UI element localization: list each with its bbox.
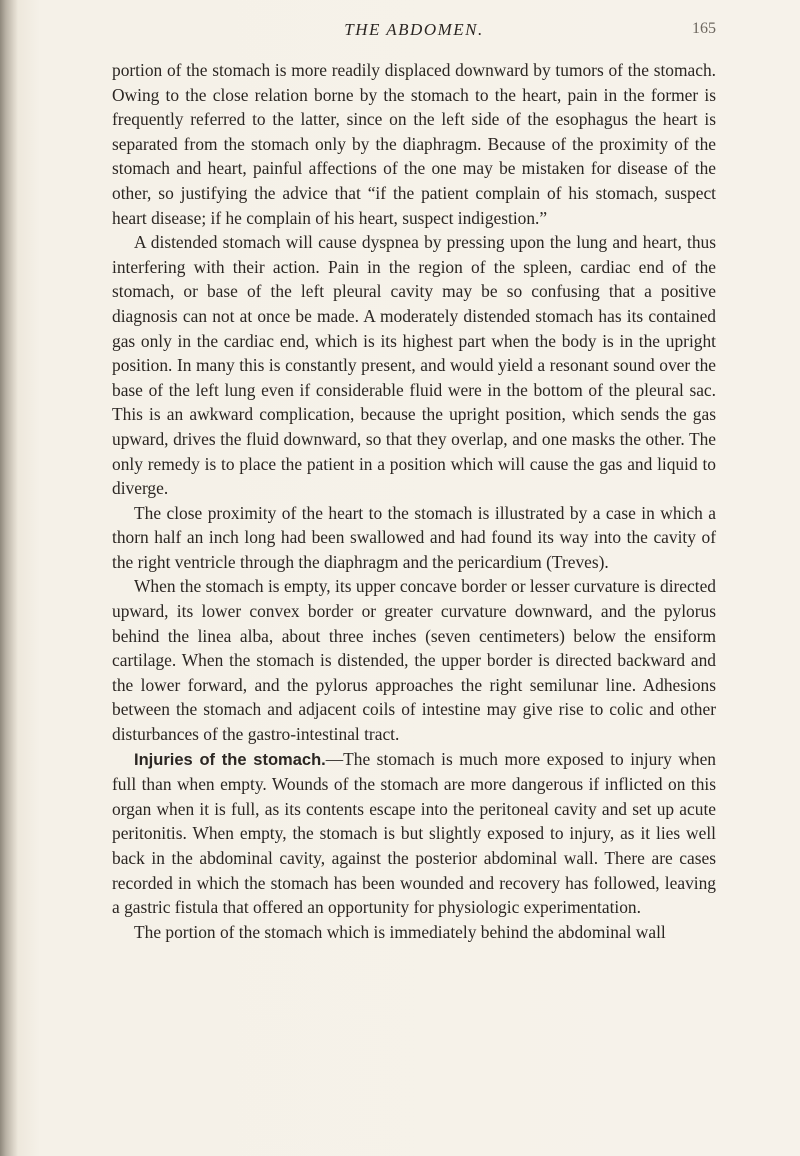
body-text: [112, 58, 716, 944]
paragraph: [112, 501, 716, 575]
running-title: THE ABDOMEN.: [344, 20, 484, 39]
paragraph-text: The portion of the stomach which is immediately behind the abdominal wall: [134, 921, 666, 942]
paragraph-text: A distended stomach will cause dyspnea by pressing upon the lung and heart, thus interfering with their action. Pain in the region of the spleen, cardiac end of the stomach, or base of the left pleural cavity may be so confusing that a positive diagnosis can not at once be made. A moderately distended stomach has its contained gas only in the cardiac end, which is its highest part when the body is in the upright position. In many this is constantly present, and would yield a resonant sound over the base of the left lung even if considerable fluid were in the bottom of the pleural sac. This is an awkward complication, because the upright position, which sends the gas upward, drives the fluid downward, so that they overlap, and one masks the other. The only remedy is to place the patient in a position which will cause the gas and liquid to diverge.: [112, 232, 716, 499]
paragraph-text: —The stomach is much more exposed to injury when full than when empty. Wounds of the stomach are more dangerous if inflicted on this organ when it is full, as its contents escape into the peritoneal cavity and set up acute peritonitis. When empty, the stomach is but slightly exposed to injury, as it lies well back in the abdominal cavity, against the posterior abdominal wall. There are cases recorded in which the stomach has been wounded and recovery has followed, leaving a gastric fistula that offered an opportunity for physiologic experimentation.: [112, 748, 716, 918]
paragraph-text: portion of the stomach is more readily displaced downward by tumors of the stomach. Owing to the close relation borne by the stomach to the heart, pain in the former is frequently referred to the latter, since on the left side of the esophagus the heart is separated from the stomach only by the diaphragm. Because of the proximity of the stomach and heart, painful affections of the one may be mistaken for disease of the other, so justifying the advice that “if the patient complain of his stomach, suspect heart disease; if he complain of his heart, suspect indigestion.”: [112, 60, 716, 228]
page-header: [112, 20, 716, 50]
section-heading: Injuries of the stomach.: [134, 750, 326, 769]
paragraph-continued: [112, 58, 716, 230]
paragraph: [112, 574, 716, 746]
paragraph-text: When the stomach is empty, its upper concave border or lesser curvature is directed upward, its lower convex border or greater curvature downward, and the pylorus behind the linea alba, about three inches (seven centimeters) below the ensiform cartilage. When the stomach is distended, the upper border is directed backward and the lower forward, and the pylorus approaches the right semilunar line. Adhesions between the stomach and adjacent coils of intestine may give rise to colic and other disturbances of the gastro-intestinal tract.: [112, 576, 716, 745]
page-binding-shadow: [0, 0, 18, 1156]
paragraph-text: The close proximity of the heart to the stomach is illustrated by a case in which a thorn half an inch long had been swallowed and had found its way into the cavity of the right ventricle through the diaphragm and the pericardium (Treves).: [112, 502, 716, 572]
paragraph: [112, 230, 716, 501]
paragraph: [112, 920, 716, 945]
paragraph-with-heading: [112, 747, 716, 920]
page-number: 165: [692, 20, 716, 37]
